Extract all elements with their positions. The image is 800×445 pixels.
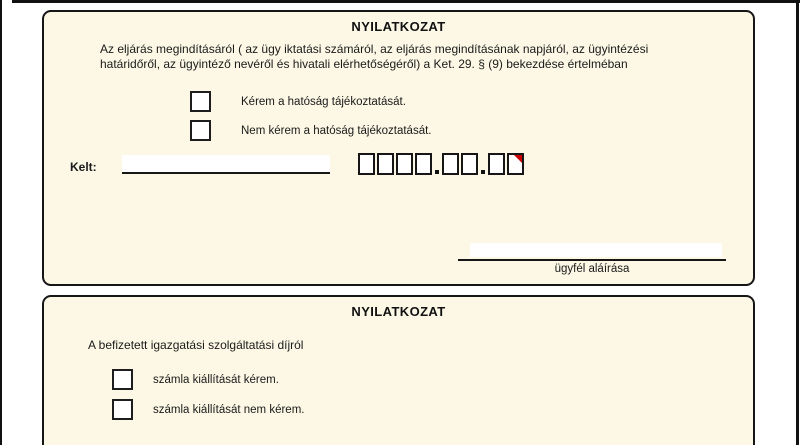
panel-2-intro: A befizetett igazgatási szolgáltatási díjról [88,338,304,352]
option-row [190,120,432,141]
date-box-year-1[interactable] [358,153,375,175]
date-box-year-4[interactable] [415,153,432,175]
kelt-place-input[interactable] [122,155,330,174]
kelt-label: Kelt: [70,160,97,174]
signature-line [458,259,726,261]
page-border-right [796,0,799,445]
checkbox-request-notification[interactable] [190,91,211,112]
option-row [112,399,304,420]
option-row [112,369,279,390]
panel-2-title: NYILATKOZAT [351,304,446,319]
page-border-top [12,0,800,3]
checkbox-request-invoice[interactable] [112,369,133,390]
date-box-day-2[interactable] [507,153,524,175]
checkbox-decline-invoice[interactable] [112,399,133,420]
date-separator-dot [481,170,485,174]
option-label: számla kiállítását nem kérem. [153,403,305,416]
option-label: Nem kérem a hatóság tájékoztatását. [241,124,432,137]
date-box-year-2[interactable] [377,153,394,175]
option-label: számla kiállítását kérem. [153,373,279,386]
date-box-month-1[interactable] [442,153,459,175]
date-box-year-3[interactable] [396,153,413,175]
option-row [190,91,406,112]
date-box-day-1[interactable] [488,153,505,175]
paragraph-line-1: Az eljárás megindításáról ( az ügy iktatási számáról, az eljárás megindításának napjáról, az ügyintézési [100,42,649,56]
option-label: Kérem a hatóság tájékoztatását. [241,95,406,108]
red-corner-marker-icon [514,155,522,163]
paragraph-line-2: határidőről, az ügyintéző nevéről és hivatali elérhetőségéről) a Ket. 29. § (9) bekezdése értelmébаn [100,56,628,71]
signature-input[interactable] [470,243,722,257]
date-box-month-2[interactable] [461,153,478,175]
panel-1-title: NYILATKOZAT [351,19,446,34]
page-border-left [0,0,2,445]
declaration-paragraph [100,42,648,71]
date-separator-dot [435,170,439,174]
checkbox-decline-notification[interactable] [190,120,211,141]
signature-label: ügyfél aláírása [554,263,630,275]
declaration-panel-2 [42,295,755,445]
date-field [358,153,526,175]
declaration-panel-1 [42,10,755,286]
